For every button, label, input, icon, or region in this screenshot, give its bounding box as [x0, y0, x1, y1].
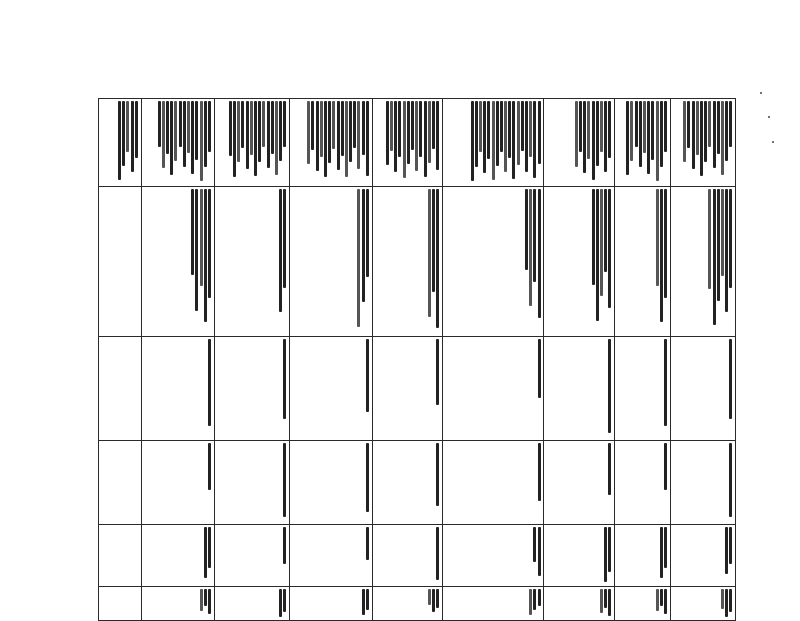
illegible-text-line — [366, 339, 369, 412]
illegible-text-line — [208, 339, 211, 426]
illegible-text-line — [262, 101, 265, 147]
scan-speck — [768, 116, 770, 118]
illegible-text-line — [635, 101, 638, 147]
table-cell — [442, 337, 543, 441]
rotated-table — [98, 98, 736, 621]
illegible-text-line — [179, 101, 182, 147]
illegible-text-line — [362, 101, 365, 155]
table-cell — [289, 99, 372, 187]
illegible-text-line — [279, 189, 282, 312]
illegible-text-line — [366, 443, 369, 512]
illegible-text-line — [122, 101, 125, 166]
illegible-text-line — [729, 101, 732, 147]
table-cell — [141, 99, 214, 187]
illegible-text-line — [258, 101, 261, 162]
table-cell — [99, 441, 142, 525]
illegible-text-line — [432, 189, 435, 292]
illegible-text-line — [517, 101, 520, 165]
illegible-text-line — [708, 101, 711, 147]
illegible-text-line — [204, 527, 207, 578]
table-cell — [99, 337, 142, 441]
illegible-text-line — [729, 339, 732, 419]
illegible-text-line — [436, 189, 439, 328]
illegible-text-line — [475, 101, 478, 167]
illegible-text-line — [283, 589, 286, 612]
table-cell — [214, 337, 289, 441]
illegible-text-line — [721, 189, 724, 276]
illegible-text-line — [664, 339, 667, 426]
illegible-text-line — [729, 589, 732, 612]
illegible-text-line — [436, 339, 439, 405]
illegible-text-line — [529, 101, 532, 157]
illegible-text-line — [283, 189, 286, 288]
illegible-text-line — [208, 589, 211, 614]
illegible-text-line — [504, 101, 507, 172]
illegible-text-line — [729, 189, 732, 288]
table-row — [141, 99, 214, 621]
illegible-text-line — [579, 101, 582, 152]
illegible-text-line — [195, 101, 198, 160]
illegible-text-line — [271, 101, 274, 154]
illegible-text-line — [362, 589, 365, 615]
illegible-text-line — [208, 527, 211, 568]
illegible-text-line — [237, 101, 240, 162]
illegible-text-line — [208, 189, 211, 298]
illegible-text-line — [587, 101, 590, 159]
illegible-text-line — [600, 189, 603, 296]
illegible-text-line — [500, 101, 503, 152]
illegible-text-line — [357, 189, 360, 327]
illegible-text-line — [328, 101, 331, 163]
illegible-text-line — [320, 101, 323, 157]
illegible-text-line — [725, 527, 728, 574]
illegible-text-line — [651, 101, 654, 160]
illegible-text-line — [349, 101, 352, 162]
illegible-text-line — [664, 189, 667, 298]
table-cell — [372, 187, 442, 337]
table-cell — [442, 587, 543, 621]
illegible-text-line — [337, 101, 340, 170]
illegible-text-line — [419, 101, 422, 157]
illegible-text-line — [538, 443, 541, 501]
illegible-text-line — [353, 101, 356, 148]
illegible-text-line — [608, 589, 611, 616]
illegible-text-line — [533, 189, 536, 282]
illegible-text-line — [592, 101, 595, 180]
illegible-text-line — [233, 101, 236, 177]
illegible-text-line — [398, 101, 401, 157]
illegible-text-line — [386, 101, 389, 165]
table-cell — [615, 441, 671, 525]
illegible-text-line — [608, 101, 611, 158]
illegible-text-line — [191, 101, 194, 174]
illegible-text-line — [725, 101, 728, 161]
illegible-text-line — [533, 589, 536, 610]
table-cell — [372, 587, 442, 621]
illegible-text-line — [316, 101, 319, 171]
illegible-text-line — [604, 189, 607, 272]
table-cell — [214, 441, 289, 525]
illegible-text-line — [403, 101, 406, 178]
illegible-text-line — [174, 101, 177, 161]
illegible-text-line — [508, 101, 511, 158]
illegible-text-line — [415, 101, 418, 171]
illegible-text-line — [324, 101, 327, 177]
table-cell — [670, 441, 735, 525]
illegible-text-line — [183, 101, 186, 167]
illegible-text-line — [525, 101, 528, 172]
table-row — [442, 99, 543, 621]
table-row — [372, 99, 442, 621]
illegible-text-line — [162, 101, 165, 168]
illegible-text-line — [492, 101, 495, 180]
table-cell — [214, 587, 289, 621]
illegible-text-line — [341, 101, 344, 156]
illegible-text-line — [660, 189, 663, 322]
table-cell — [99, 525, 142, 587]
illegible-text-line — [717, 189, 720, 301]
illegible-text-line — [604, 589, 607, 608]
illegible-text-line — [275, 101, 278, 175]
illegible-text-line — [432, 101, 435, 149]
illegible-text-line — [529, 589, 532, 615]
illegible-text-line — [575, 101, 578, 167]
table-cell — [372, 99, 442, 187]
illegible-text-line — [279, 101, 282, 161]
illegible-text-line — [533, 527, 536, 562]
illegible-text-line — [683, 101, 686, 162]
scan-speck — [760, 92, 762, 94]
illegible-text-line — [725, 189, 728, 312]
illegible-text-line — [229, 101, 232, 156]
table-cell — [670, 99, 735, 187]
table-cell — [670, 187, 735, 337]
illegible-text-line — [533, 101, 536, 178]
table-cell — [615, 99, 671, 187]
illegible-text-line — [267, 101, 270, 168]
illegible-text-line — [200, 589, 203, 611]
table-row — [289, 99, 372, 621]
illegible-text-line — [660, 589, 663, 606]
table-cell — [544, 525, 615, 587]
table-cell — [214, 525, 289, 587]
table-cell — [214, 99, 289, 187]
table-cell — [289, 337, 372, 441]
illegible-text-line — [436, 589, 439, 608]
table-row — [214, 99, 289, 621]
illegible-text-line — [118, 101, 121, 180]
table-cell — [372, 525, 442, 587]
illegible-text-line — [713, 189, 716, 325]
illegible-text-line — [721, 589, 724, 609]
table-cell — [372, 337, 442, 441]
illegible-text-line — [131, 101, 134, 172]
illegible-text-line — [538, 189, 541, 318]
illegible-text-line — [166, 101, 169, 154]
illegible-text-line — [600, 589, 603, 613]
table-row — [99, 99, 142, 621]
illegible-text-line — [717, 101, 720, 154]
illegible-text-line — [204, 101, 207, 167]
illegible-text-line — [660, 527, 663, 578]
table-cell — [544, 441, 615, 525]
illegible-text-line — [366, 527, 369, 560]
illegible-text-line — [436, 443, 439, 506]
table-cell — [670, 337, 735, 441]
table-cell — [670, 587, 735, 621]
illegible-text-line — [608, 189, 611, 308]
illegible-text-line — [187, 101, 190, 153]
illegible-text-line — [692, 101, 695, 169]
illegible-text-line — [729, 527, 732, 564]
table-cell — [141, 187, 214, 337]
table-cell — [372, 441, 442, 525]
illegible-text-line — [513, 101, 516, 179]
illegible-text-line — [479, 101, 482, 152]
table-cell — [544, 587, 615, 621]
illegible-text-line — [204, 589, 207, 606]
illegible-text-line — [604, 527, 607, 582]
illegible-text-line — [200, 189, 203, 286]
illegible-text-line — [630, 101, 633, 161]
table-cell — [214, 187, 289, 337]
illegible-text-line — [596, 101, 599, 166]
illegible-text-line — [200, 101, 203, 181]
table-cell — [289, 441, 372, 525]
table-cell — [544, 99, 615, 187]
illegible-text-line — [496, 101, 499, 166]
illegible-text-line — [407, 101, 410, 164]
illegible-text-line — [656, 101, 659, 181]
table-cell — [141, 525, 214, 587]
illegible-text-line — [600, 101, 603, 152]
illegible-text-line — [529, 189, 532, 306]
illegible-text-line — [311, 101, 314, 150]
illegible-text-line — [307, 101, 310, 164]
illegible-text-line — [639, 101, 642, 167]
illegible-text-line — [525, 189, 528, 270]
illegible-text-line — [283, 443, 286, 517]
illegible-text-line — [608, 339, 611, 433]
illegible-text-line — [250, 101, 253, 155]
illegible-text-line — [592, 189, 595, 285]
table-cell — [544, 337, 615, 441]
table-cell — [442, 187, 543, 337]
scan-speck — [772, 141, 774, 143]
table-cell — [99, 187, 142, 337]
illegible-text-line — [664, 589, 667, 614]
table-cell — [615, 587, 671, 621]
illegible-text-line — [729, 443, 732, 517]
table-cell — [442, 525, 543, 587]
illegible-text-line — [170, 101, 173, 175]
illegible-text-line — [366, 589, 369, 610]
illegible-text-line — [721, 101, 724, 175]
illegible-text-line — [664, 443, 667, 490]
illegible-text-line — [204, 189, 207, 322]
illegible-text-line — [664, 527, 667, 568]
illegible-text-line — [704, 101, 707, 162]
illegible-text-line — [411, 101, 414, 150]
illegible-text-line — [656, 589, 659, 611]
illegible-text-line — [394, 101, 397, 172]
illegible-text-line — [643, 101, 646, 153]
illegible-text-line — [332, 101, 335, 149]
illegible-text-line — [708, 189, 711, 289]
illegible-text-line — [208, 101, 211, 152]
table-cell — [615, 525, 671, 587]
illegible-text-line — [604, 101, 607, 172]
illegible-text-line — [538, 527, 541, 576]
table-cell — [141, 337, 214, 441]
illegible-text-line — [583, 101, 586, 173]
illegible-text-line — [596, 189, 599, 321]
illegible-text-line — [191, 189, 194, 275]
illegible-text-line — [696, 101, 699, 155]
table-row — [544, 99, 615, 621]
illegible-text-line — [687, 101, 690, 148]
illegible-text-line — [521, 101, 524, 151]
illegible-text-line — [483, 101, 486, 173]
illegible-text-line — [424, 101, 427, 177]
illegible-text-line — [283, 339, 286, 419]
illegible-text-line — [241, 101, 244, 148]
table-cell — [289, 187, 372, 337]
illegible-text-line — [647, 101, 650, 174]
illegible-text-line — [471, 101, 474, 181]
illegible-text-line — [664, 101, 667, 152]
illegible-text-line — [608, 443, 611, 495]
table-row — [670, 99, 735, 621]
illegible-text-line — [538, 589, 541, 606]
table-cell — [442, 99, 543, 187]
illegible-text-line — [432, 589, 435, 612]
illegible-text-line — [428, 189, 431, 317]
illegible-text-line — [158, 101, 161, 147]
illegible-text-line — [660, 101, 663, 167]
illegible-text-line — [428, 589, 431, 605]
illegible-text-line — [357, 101, 360, 169]
table-cell — [289, 587, 372, 621]
illegible-text-line — [656, 189, 659, 286]
illegible-text-line — [700, 101, 703, 176]
illegible-text-line — [279, 589, 282, 617]
illegible-text-line — [487, 101, 490, 159]
table-cell — [615, 337, 671, 441]
illegible-text-line — [135, 101, 138, 158]
illegible-text-line — [126, 101, 129, 152]
illegible-text-line — [283, 527, 286, 564]
illegible-text-line — [195, 189, 198, 311]
illegible-text-line — [208, 443, 211, 490]
illegible-text-line — [366, 189, 369, 277]
table-cell — [442, 441, 543, 525]
table-cell — [670, 525, 735, 587]
illegible-text-line — [390, 101, 393, 151]
illegible-text-line — [725, 589, 728, 617]
illegible-text-line — [428, 101, 431, 163]
table-cell — [544, 187, 615, 337]
illegible-text-line — [608, 527, 611, 572]
illegible-text-line — [626, 101, 629, 175]
illegible-text-line — [254, 101, 257, 176]
table-cell — [289, 525, 372, 587]
table-cell — [99, 99, 142, 187]
illegible-text-line — [366, 101, 369, 176]
illegible-text-line — [538, 339, 541, 398]
table-cell — [615, 187, 671, 337]
illegible-text-line — [713, 101, 716, 168]
table-cell — [141, 441, 214, 525]
table-row — [615, 99, 671, 621]
illegible-text-line — [283, 101, 286, 147]
illegible-text-line — [436, 101, 439, 170]
illegible-text-line — [362, 189, 365, 302]
illegible-text-line — [345, 101, 348, 177]
table-cell — [99, 587, 142, 621]
table-cell — [141, 587, 214, 621]
illegible-text-line — [246, 101, 249, 169]
illegible-text-line — [436, 527, 439, 580]
illegible-text-line — [538, 101, 541, 164]
